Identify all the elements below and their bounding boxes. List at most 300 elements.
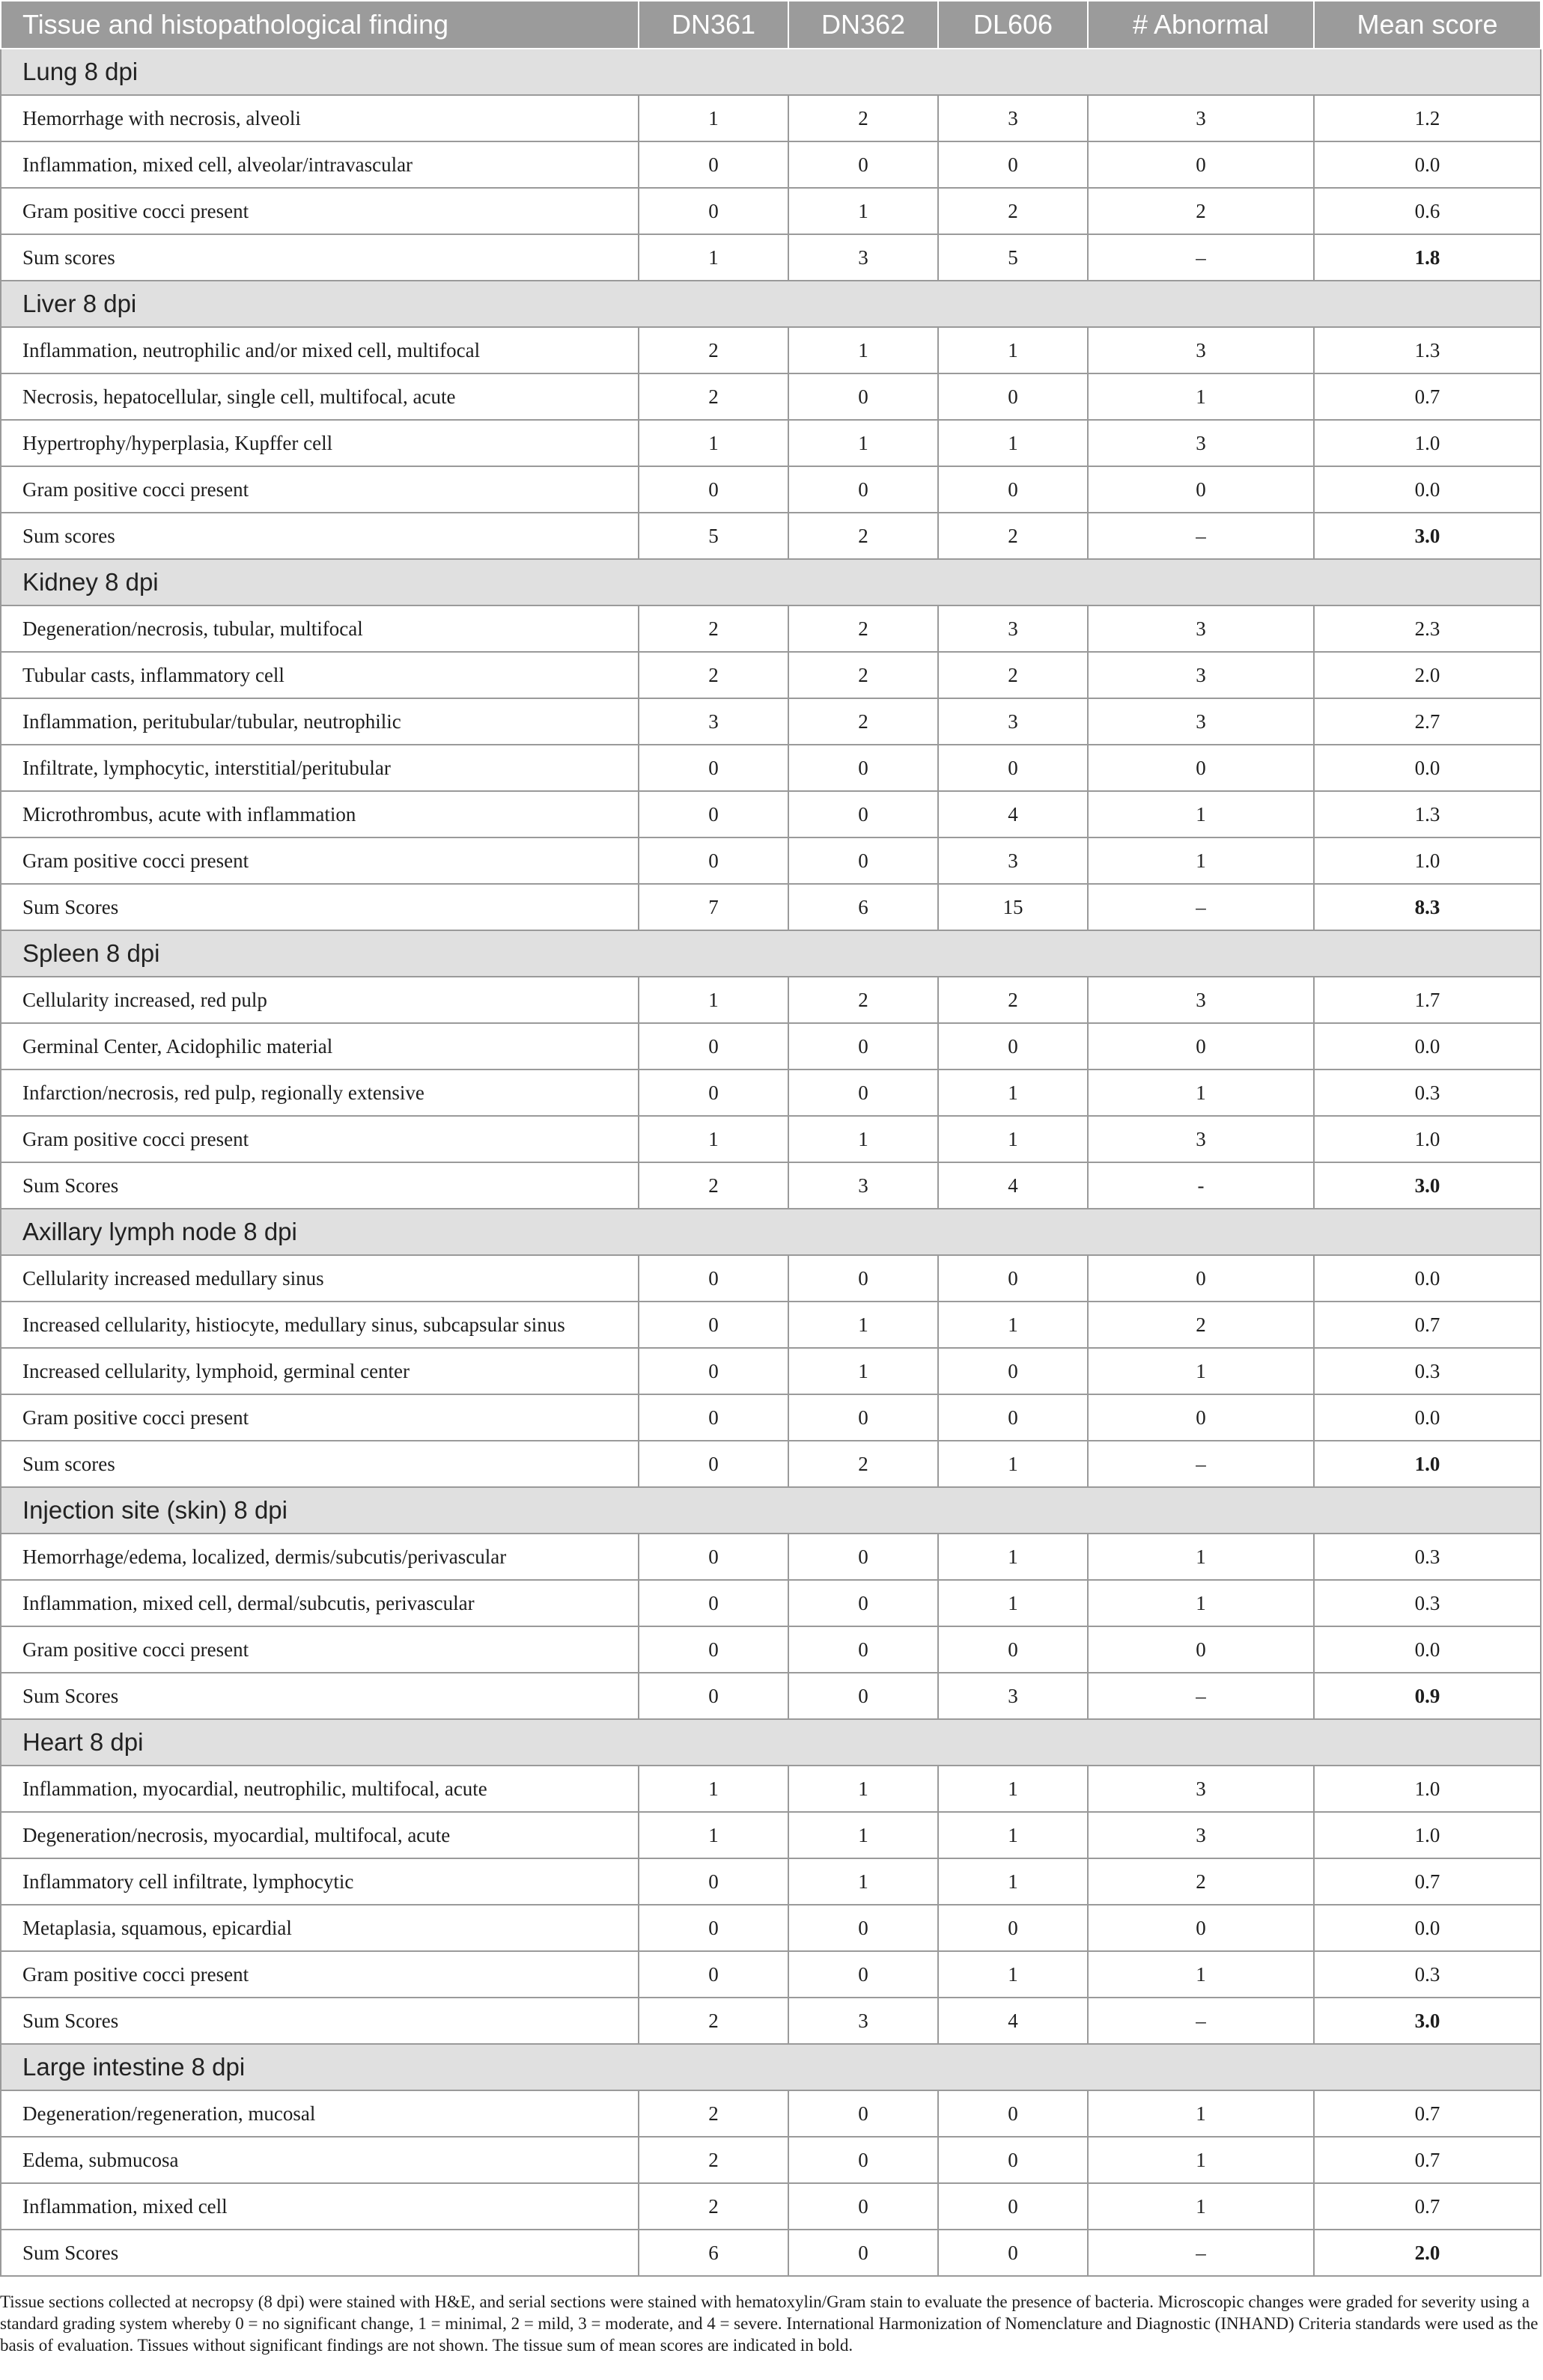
mean-score-cell: 0.3	[1314, 1951, 1541, 1998]
dl606-cell: 3	[938, 95, 1088, 141]
section-title: Heart 8 dpi	[1, 1719, 1541, 1766]
mean-score-cell: 0.0	[1314, 1023, 1541, 1070]
abnormal-count-cell: 0	[1088, 1255, 1314, 1302]
dn362-cell: 2	[788, 977, 938, 1023]
mean-score-cell: 0.0	[1314, 466, 1541, 513]
finding-cell: Inflammation, myocardial, neutrophilic, multifocal, acute	[1, 1766, 639, 1812]
mean-score-cell: 0.0	[1314, 745, 1541, 791]
section-header-row	[1, 1487, 1541, 1534]
section-header-row	[1, 281, 1541, 327]
finding-cell: Sum Scores	[1, 884, 639, 930]
dn361-cell: 0	[639, 1441, 788, 1487]
dn361-cell: 0	[639, 1905, 788, 1951]
finding-cell: Infarction/necrosis, red pulp, regionally extensive	[1, 1070, 639, 1116]
dn362-cell: 0	[788, 1905, 938, 1951]
mean-score-cell: 1.0	[1314, 1116, 1541, 1162]
abnormal-count-cell: 3	[1088, 1812, 1314, 1858]
abnormal-count-cell: –	[1088, 234, 1314, 281]
dn362-cell: 0	[788, 1673, 938, 1719]
dn362-cell: 0	[788, 1534, 938, 1580]
table-row	[1, 1905, 1541, 1951]
dn362-cell: 0	[788, 1070, 938, 1116]
dl606-cell: 3	[938, 605, 1088, 652]
dn361-cell: 5	[639, 513, 788, 559]
finding-cell: Inflammatory cell infiltrate, lymphocytic	[1, 1858, 639, 1905]
dn361-cell: 1	[639, 1766, 788, 1812]
abnormal-count-cell: 1	[1088, 373, 1314, 420]
dl606-cell: 3	[938, 837, 1088, 884]
abnormal-count-cell: 3	[1088, 652, 1314, 698]
abnormal-count-cell: 1	[1088, 2137, 1314, 2183]
dn362-cell: 0	[788, 745, 938, 791]
dn362-cell: 0	[788, 837, 938, 884]
dl606-cell: 0	[938, 466, 1088, 513]
finding-cell: Increased cellularity, histiocyte, medullary sinus, subcapsular sinus	[1, 1302, 639, 1348]
table-row	[1, 745, 1541, 791]
dl606-cell: 4	[938, 791, 1088, 837]
abnormal-count-cell: 3	[1088, 1116, 1314, 1162]
finding-cell: Degeneration/necrosis, tubular, multifocal	[1, 605, 639, 652]
dl606-cell: 0	[938, 1023, 1088, 1070]
dn361-cell: 0	[639, 188, 788, 234]
header-abnormal-count: # Abnormal	[1088, 1, 1314, 49]
mean-score-cell: 1.2	[1314, 95, 1541, 141]
table-row	[1, 791, 1541, 837]
dn361-cell: 0	[639, 791, 788, 837]
table-row	[1, 141, 1541, 188]
dn361-cell: 2	[639, 1162, 788, 1209]
header-dn361: DN361	[639, 1, 788, 49]
mean-score-cell: 0.3	[1314, 1070, 1541, 1116]
mean-score-cell: 0.0	[1314, 1255, 1541, 1302]
dl606-cell: 3	[938, 698, 1088, 745]
dl606-cell: 1	[938, 420, 1088, 466]
dn361-cell: 0	[639, 1626, 788, 1673]
dn361-cell: 0	[639, 1255, 788, 1302]
dl606-cell: 0	[938, 2183, 1088, 2230]
dn362-cell: 0	[788, 2090, 938, 2137]
mean-score-cell: 0.0	[1314, 1626, 1541, 1673]
dl606-cell: 1	[938, 1766, 1088, 1812]
mean-score-cell: 0.3	[1314, 1348, 1541, 1394]
section-header-row	[1, 1719, 1541, 1766]
table-row	[1, 373, 1541, 420]
mean-score-cell: 0.7	[1314, 1302, 1541, 1348]
dl606-cell: 2	[938, 513, 1088, 559]
dn362-cell: 2	[788, 513, 938, 559]
table-row	[1, 2137, 1541, 2183]
sum-scores-row	[1, 1162, 1541, 1209]
dn362-cell: 3	[788, 234, 938, 281]
dn361-cell: 0	[639, 466, 788, 513]
dn361-cell: 0	[639, 1951, 788, 1998]
table-row	[1, 420, 1541, 466]
dl606-cell: 4	[938, 1998, 1088, 2044]
dn362-cell: 0	[788, 2137, 938, 2183]
mean-score-cell: 2.0	[1314, 2230, 1541, 2276]
dl606-cell: 4	[938, 1162, 1088, 1209]
dn361-cell: 0	[639, 1673, 788, 1719]
dn361-cell: 2	[639, 1998, 788, 2044]
finding-cell: Hemorrhage/edema, localized, dermis/subcutis/perivascular	[1, 1534, 639, 1580]
table-row	[1, 188, 1541, 234]
mean-score-cell: 8.3	[1314, 884, 1541, 930]
mean-score-cell: 0.3	[1314, 1534, 1541, 1580]
abnormal-count-cell: –	[1088, 2230, 1314, 2276]
sum-scores-row	[1, 884, 1541, 930]
dl606-cell: 0	[938, 1348, 1088, 1394]
dn361-cell: 0	[639, 141, 788, 188]
abnormal-count-cell: 3	[1088, 977, 1314, 1023]
dn362-cell: 1	[788, 1116, 938, 1162]
header-mean-score: Mean score	[1314, 1, 1541, 49]
table-row	[1, 1626, 1541, 1673]
finding-cell: Inflammation, neutrophilic and/or mixed cell, multifocal	[1, 327, 639, 373]
mean-score-cell: 2.3	[1314, 605, 1541, 652]
dn362-cell: 0	[788, 466, 938, 513]
mean-score-cell: 3.0	[1314, 1998, 1541, 2044]
sum-scores-row	[1, 234, 1541, 281]
abnormal-count-cell: 1	[1088, 1534, 1314, 1580]
mean-score-cell: 1.0	[1314, 1441, 1541, 1487]
dn362-cell: 1	[788, 420, 938, 466]
abnormal-count-cell: -	[1088, 1162, 1314, 1209]
mean-score-cell: 0.7	[1314, 2090, 1541, 2137]
mean-score-cell: 1.0	[1314, 1812, 1541, 1858]
dn361-cell: 1	[639, 234, 788, 281]
table-row	[1, 1302, 1541, 1348]
abnormal-count-cell: 0	[1088, 1905, 1314, 1951]
finding-cell: Gram positive cocci present	[1, 1951, 639, 1998]
dl606-cell: 1	[938, 1302, 1088, 1348]
abnormal-count-cell: 0	[1088, 141, 1314, 188]
abnormal-count-cell: 3	[1088, 420, 1314, 466]
dn362-cell: 3	[788, 1162, 938, 1209]
finding-cell: Germinal Center, Acidophilic material	[1, 1023, 639, 1070]
dl606-cell: 0	[938, 745, 1088, 791]
dl606-cell: 0	[938, 2230, 1088, 2276]
dn362-cell: 0	[788, 1255, 938, 1302]
header-row	[1, 1, 1541, 49]
mean-score-cell: 0.0	[1314, 1905, 1541, 1951]
mean-score-cell: 2.7	[1314, 698, 1541, 745]
finding-cell: Cellularity increased medullary sinus	[1, 1255, 639, 1302]
table-row	[1, 698, 1541, 745]
mean-score-cell: 2.0	[1314, 652, 1541, 698]
dl606-cell: 1	[938, 327, 1088, 373]
dn361-cell: 0	[639, 1858, 788, 1905]
mean-score-cell: 0.0	[1314, 141, 1541, 188]
dl606-cell: 1	[938, 1070, 1088, 1116]
dl606-cell: 5	[938, 234, 1088, 281]
dl606-cell: 1	[938, 1580, 1088, 1626]
finding-cell: Sum scores	[1, 234, 639, 281]
mean-score-cell: 1.0	[1314, 837, 1541, 884]
header-dn362: DN362	[788, 1, 938, 49]
table-row	[1, 2090, 1541, 2137]
abnormal-count-cell: 0	[1088, 1394, 1314, 1441]
dl606-cell: 2	[938, 977, 1088, 1023]
mean-score-cell: 0.6	[1314, 188, 1541, 234]
abnormal-count-cell: –	[1088, 1441, 1314, 1487]
finding-cell: Infiltrate, lymphocytic, interstitial/peritubular	[1, 745, 639, 791]
dn361-cell: 2	[639, 2137, 788, 2183]
table-row	[1, 327, 1541, 373]
dn361-cell: 2	[639, 2090, 788, 2137]
section-title: Liver 8 dpi	[1, 281, 1541, 327]
dn361-cell: 1	[639, 420, 788, 466]
finding-cell: Microthrombus, acute with inflammation	[1, 791, 639, 837]
dn362-cell: 0	[788, 1023, 938, 1070]
dl606-cell: 15	[938, 884, 1088, 930]
finding-cell: Increased cellularity, lymphoid, germinal center	[1, 1348, 639, 1394]
dn362-cell: 2	[788, 652, 938, 698]
finding-cell: Gram positive cocci present	[1, 1116, 639, 1162]
abnormal-count-cell: –	[1088, 1673, 1314, 1719]
dn362-cell: 1	[788, 1302, 938, 1348]
dn361-cell: 0	[639, 745, 788, 791]
dl606-cell: 1	[938, 1441, 1088, 1487]
finding-cell: Tubular casts, inflammatory cell	[1, 652, 639, 698]
dl606-cell: 0	[938, 1255, 1088, 1302]
dn361-cell: 3	[639, 698, 788, 745]
dn361-cell: 0	[639, 1348, 788, 1394]
abnormal-count-cell: 1	[1088, 1580, 1314, 1626]
mean-score-cell: 0.3	[1314, 1580, 1541, 1626]
section-title: Large intestine 8 dpi	[1, 2044, 1541, 2090]
abnormal-count-cell: 3	[1088, 95, 1314, 141]
dn362-cell: 2	[788, 605, 938, 652]
dn361-cell: 2	[639, 327, 788, 373]
table-row	[1, 1116, 1541, 1162]
finding-cell: Hemorrhage with necrosis, alveoli	[1, 95, 639, 141]
dn361-cell: 0	[639, 1070, 788, 1116]
header-tissue-finding: Tissue and histopathological finding	[1, 1, 639, 49]
finding-cell: Metaplasia, squamous, epicardial	[1, 1905, 639, 1951]
abnormal-count-cell: 0	[1088, 466, 1314, 513]
dl606-cell: 0	[938, 141, 1088, 188]
sum-scores-row	[1, 1441, 1541, 1487]
table-row	[1, 1394, 1541, 1441]
dn362-cell: 0	[788, 1626, 938, 1673]
dn361-cell: 0	[639, 1394, 788, 1441]
section-title: Lung 8 dpi	[1, 49, 1541, 95]
dn362-cell: 2	[788, 1441, 938, 1487]
dn362-cell: 0	[788, 2183, 938, 2230]
section-title: Spleen 8 dpi	[1, 930, 1541, 977]
dn361-cell: 0	[639, 1302, 788, 1348]
section-header-row	[1, 2044, 1541, 2090]
dn361-cell: 1	[639, 1116, 788, 1162]
abnormal-count-cell: 1	[1088, 791, 1314, 837]
finding-cell: Inflammation, peritubular/tubular, neutrophilic	[1, 698, 639, 745]
dn362-cell: 1	[788, 188, 938, 234]
dn361-cell: 2	[639, 652, 788, 698]
abnormal-count-cell: 1	[1088, 1070, 1314, 1116]
dl606-cell: 0	[938, 2137, 1088, 2183]
abnormal-count-cell: –	[1088, 884, 1314, 930]
table-row	[1, 1580, 1541, 1626]
mean-score-cell: 1.3	[1314, 791, 1541, 837]
mean-score-cell: 3.0	[1314, 1162, 1541, 1209]
dn361-cell: 0	[639, 837, 788, 884]
abnormal-count-cell: 0	[1088, 1023, 1314, 1070]
abnormal-count-cell: 0	[1088, 1626, 1314, 1673]
finding-cell: Cellularity increased, red pulp	[1, 977, 639, 1023]
finding-cell: Gram positive cocci present	[1, 837, 639, 884]
dn362-cell: 0	[788, 1580, 938, 1626]
mean-score-cell: 0.7	[1314, 2137, 1541, 2183]
finding-cell: Gram positive cocci present	[1, 1394, 639, 1441]
dn362-cell: 6	[788, 884, 938, 930]
dn361-cell: 0	[639, 1023, 788, 1070]
dl606-cell: 3	[938, 1673, 1088, 1719]
dn362-cell: 0	[788, 141, 938, 188]
mean-score-cell: 1.0	[1314, 1766, 1541, 1812]
dn362-cell: 0	[788, 791, 938, 837]
abnormal-count-cell: 3	[1088, 605, 1314, 652]
table-row	[1, 1070, 1541, 1116]
sum-scores-row	[1, 1673, 1541, 1719]
section-header-row	[1, 930, 1541, 977]
dn362-cell: 0	[788, 373, 938, 420]
table-footnote: Tissue sections collected at necropsy (8 dpi) were stained with H&E, and serial sections were stained with hematoxylin/Gram stain to evaluate the presence of bacteria. Microscopic changes were graded for severity using a standard grading system whereby 0 = no significant change, 1 = minimal, 2 = mild, 3 = moderate, and 4 = severe. International Harmonization of Nomenclature and Diagnostic (INHAND) Criteria standards were used as the basis of evaluation. Tissues without significant findings are not shown. The tissue sum of mean scores are indicated in bold.	[0, 2292, 1539, 2355]
table-body	[1, 49, 1541, 2276]
dn362-cell: 1	[788, 1348, 938, 1394]
dn361-cell: 6	[639, 2230, 788, 2276]
finding-cell: Hypertrophy/hyperplasia, Kupffer cell	[1, 420, 639, 466]
sum-scores-row	[1, 2230, 1541, 2276]
dn362-cell: 0	[788, 1394, 938, 1441]
abnormal-count-cell: 3	[1088, 327, 1314, 373]
header-dl606: DL606	[938, 1, 1088, 49]
dn362-cell: 1	[788, 327, 938, 373]
finding-cell: Sum Scores	[1, 1998, 639, 2044]
dl606-cell: 0	[938, 2090, 1088, 2137]
table-row	[1, 1255, 1541, 1302]
finding-cell: Inflammation, mixed cell	[1, 2183, 639, 2230]
abnormal-count-cell: 1	[1088, 1951, 1314, 1998]
section-title: Axillary lymph node 8 dpi	[1, 1209, 1541, 1255]
finding-cell: Inflammation, mixed cell, dermal/subcutis, perivascular	[1, 1580, 639, 1626]
dn361-cell: 2	[639, 605, 788, 652]
dl606-cell: 0	[938, 1905, 1088, 1951]
table-row	[1, 2183, 1541, 2230]
table-row	[1, 1858, 1541, 1905]
dn361-cell: 0	[639, 1534, 788, 1580]
dn362-cell: 1	[788, 1812, 938, 1858]
dl606-cell: 1	[938, 1812, 1088, 1858]
abnormal-count-cell: –	[1088, 513, 1314, 559]
mean-score-cell: 0.9	[1314, 1673, 1541, 1719]
dn361-cell: 7	[639, 884, 788, 930]
table-row	[1, 977, 1541, 1023]
finding-cell: Sum scores	[1, 513, 639, 559]
abnormal-count-cell: 1	[1088, 2090, 1314, 2137]
dn362-cell: 1	[788, 1766, 938, 1812]
mean-score-cell: 1.3	[1314, 327, 1541, 373]
mean-score-cell: 1.7	[1314, 977, 1541, 1023]
finding-cell: Gram positive cocci present	[1, 466, 639, 513]
abnormal-count-cell: 2	[1088, 1302, 1314, 1348]
table-row	[1, 1534, 1541, 1580]
table-row	[1, 652, 1541, 698]
dl606-cell: 1	[938, 1951, 1088, 1998]
dn361-cell: 0	[639, 1580, 788, 1626]
abnormal-count-cell: 2	[1088, 1858, 1314, 1905]
abnormal-count-cell: 3	[1088, 698, 1314, 745]
abnormal-count-cell: 1	[1088, 837, 1314, 884]
abnormal-count-cell: 3	[1088, 1766, 1314, 1812]
finding-cell: Sum scores	[1, 1441, 639, 1487]
sum-scores-row	[1, 513, 1541, 559]
section-title: Injection site (skin) 8 dpi	[1, 1487, 1541, 1534]
dn361-cell: 1	[639, 1812, 788, 1858]
table-row	[1, 1812, 1541, 1858]
finding-cell: Degeneration/necrosis, myocardial, multifocal, acute	[1, 1812, 639, 1858]
dn362-cell: 2	[788, 698, 938, 745]
dn361-cell: 2	[639, 2183, 788, 2230]
mean-score-cell: 0.7	[1314, 1858, 1541, 1905]
table-row	[1, 1023, 1541, 1070]
dl606-cell: 0	[938, 1626, 1088, 1673]
dl606-cell: 2	[938, 652, 1088, 698]
table-row	[1, 466, 1541, 513]
section-header-row	[1, 1209, 1541, 1255]
finding-cell: Gram positive cocci present	[1, 188, 639, 234]
mean-score-cell: 0.7	[1314, 2183, 1541, 2230]
dn362-cell: 0	[788, 1951, 938, 1998]
mean-score-cell: 1.8	[1314, 234, 1541, 281]
section-header-row	[1, 49, 1541, 95]
finding-cell: Gram positive cocci present	[1, 1626, 639, 1673]
section-header-row	[1, 559, 1541, 605]
abnormal-count-cell: 1	[1088, 2183, 1314, 2230]
dl606-cell: 0	[938, 1394, 1088, 1441]
dn362-cell: 3	[788, 1998, 938, 2044]
mean-score-cell: 1.0	[1314, 420, 1541, 466]
dn361-cell: 1	[639, 95, 788, 141]
abnormal-count-cell: 0	[1088, 745, 1314, 791]
finding-cell: Sum Scores	[1, 1162, 639, 1209]
dl606-cell: 0	[938, 373, 1088, 420]
sum-scores-row	[1, 1998, 1541, 2044]
table-row	[1, 605, 1541, 652]
finding-cell: Sum Scores	[1, 1673, 639, 1719]
dn362-cell: 2	[788, 95, 938, 141]
dl606-cell: 1	[938, 1116, 1088, 1162]
section-title: Kidney 8 dpi	[1, 559, 1541, 605]
dl606-cell: 1	[938, 1858, 1088, 1905]
finding-cell: Necrosis, hepatocellular, single cell, multifocal, acute	[1, 373, 639, 420]
abnormal-count-cell: –	[1088, 1998, 1314, 2044]
dl606-cell: 2	[938, 188, 1088, 234]
abnormal-count-cell: 2	[1088, 188, 1314, 234]
dn362-cell: 1	[788, 1858, 938, 1905]
table-row	[1, 95, 1541, 141]
table-row	[1, 1951, 1541, 1998]
mean-score-cell: 0.0	[1314, 1394, 1541, 1441]
abnormal-count-cell: 1	[1088, 1348, 1314, 1394]
dn362-cell: 0	[788, 2230, 938, 2276]
dl606-cell: 1	[938, 1534, 1088, 1580]
table-row	[1, 837, 1541, 884]
finding-cell: Edema, submucosa	[1, 2137, 639, 2183]
dn361-cell: 2	[639, 373, 788, 420]
finding-cell: Inflammation, mixed cell, alveolar/intravascular	[1, 141, 639, 188]
mean-score-cell: 0.7	[1314, 373, 1541, 420]
mean-score-cell: 3.0	[1314, 513, 1541, 559]
